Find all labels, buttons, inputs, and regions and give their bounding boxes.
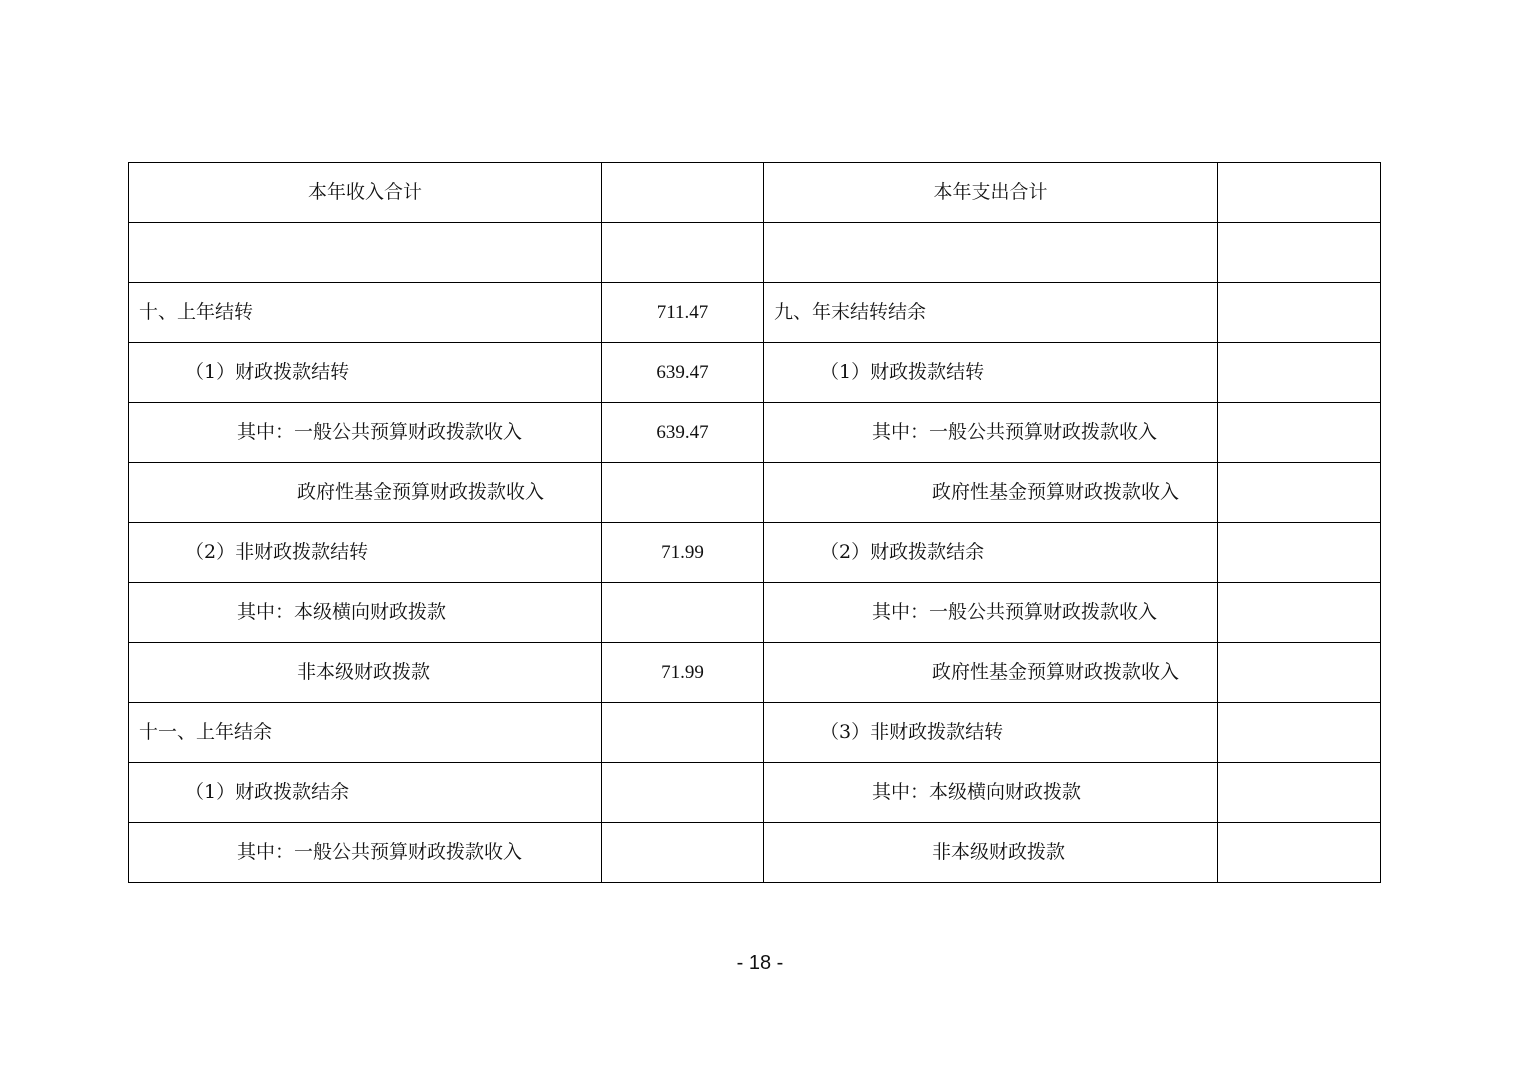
- expense-total-label: 本年支出合计: [764, 163, 1218, 223]
- expense-label: 其中：本级横向财政拨款: [764, 763, 1218, 823]
- expense-value: [1218, 223, 1381, 283]
- expense-label: （2）财政拨款结余: [764, 523, 1218, 583]
- expense-value: [1218, 463, 1381, 523]
- income-label: 政府性基金预算财政拨款收入: [129, 463, 602, 523]
- income-value: 71.99: [602, 643, 764, 703]
- income-label: 十、上年结转: [129, 283, 602, 343]
- expense-value: [1218, 643, 1381, 703]
- income-label: 十一、上年结余: [129, 703, 602, 763]
- page-number: - 18 -: [736, 952, 784, 974]
- expense-total-value: [1218, 163, 1381, 223]
- expense-label: 九、年末结转结余: [764, 283, 1218, 343]
- budget-table: [128, 162, 1381, 883]
- income-value: 639.47: [602, 343, 764, 403]
- income-label: [129, 223, 602, 283]
- expense-label: 政府性基金预算财政拨款收入: [764, 643, 1218, 703]
- income-label: 其中：一般公共预算财政拨款收入: [129, 403, 602, 463]
- table-row: [129, 523, 1381, 583]
- table-row: [129, 583, 1381, 643]
- income-label: （1）财政拨款结转: [129, 343, 602, 403]
- income-value: 711.47: [602, 283, 764, 343]
- income-label: 非本级财政拨款: [129, 643, 602, 703]
- table-row-header: [129, 163, 1381, 223]
- table-row: [129, 223, 1381, 283]
- income-value: [602, 823, 764, 883]
- expense-value: [1218, 823, 1381, 883]
- expense-label: （1）财政拨款结转: [764, 343, 1218, 403]
- income-value: [602, 703, 764, 763]
- expense-label: 其中：一般公共预算财政拨款收入: [764, 583, 1218, 643]
- table-row: [129, 463, 1381, 523]
- expense-value: [1218, 523, 1381, 583]
- table-row: [129, 283, 1381, 343]
- expense-label: 其中：一般公共预算财政拨款收入: [764, 403, 1218, 463]
- income-total-label: 本年收入合计: [129, 163, 602, 223]
- expense-value: [1218, 763, 1381, 823]
- table-row: [129, 643, 1381, 703]
- table-row: [129, 703, 1381, 763]
- expense-value: [1218, 583, 1381, 643]
- expense-label: 政府性基金预算财政拨款收入: [764, 463, 1218, 523]
- table-row: [129, 343, 1381, 403]
- table-row: [129, 403, 1381, 463]
- income-label: （2）非财政拨款结转: [129, 523, 602, 583]
- income-value: 639.47: [602, 403, 764, 463]
- income-label: 其中：一般公共预算财政拨款收入: [129, 823, 602, 883]
- income-label: 其中：本级横向财政拨款: [129, 583, 602, 643]
- expense-label: 非本级财政拨款: [764, 823, 1218, 883]
- expense-label: （3）非财政拨款结转: [764, 703, 1218, 763]
- income-total-value: [602, 163, 764, 223]
- expense-value: [1218, 403, 1381, 463]
- expense-value: [1218, 283, 1381, 343]
- income-value: [602, 463, 764, 523]
- income-value: [602, 223, 764, 283]
- expense-label: [764, 223, 1218, 283]
- income-value: [602, 583, 764, 643]
- table-row: [129, 823, 1381, 883]
- expense-value: [1218, 703, 1381, 763]
- income-value: [602, 763, 764, 823]
- income-label: （1）财政拨款结余: [129, 763, 602, 823]
- income-value: 71.99: [602, 523, 764, 583]
- expense-value: [1218, 343, 1381, 403]
- table-row: [129, 763, 1381, 823]
